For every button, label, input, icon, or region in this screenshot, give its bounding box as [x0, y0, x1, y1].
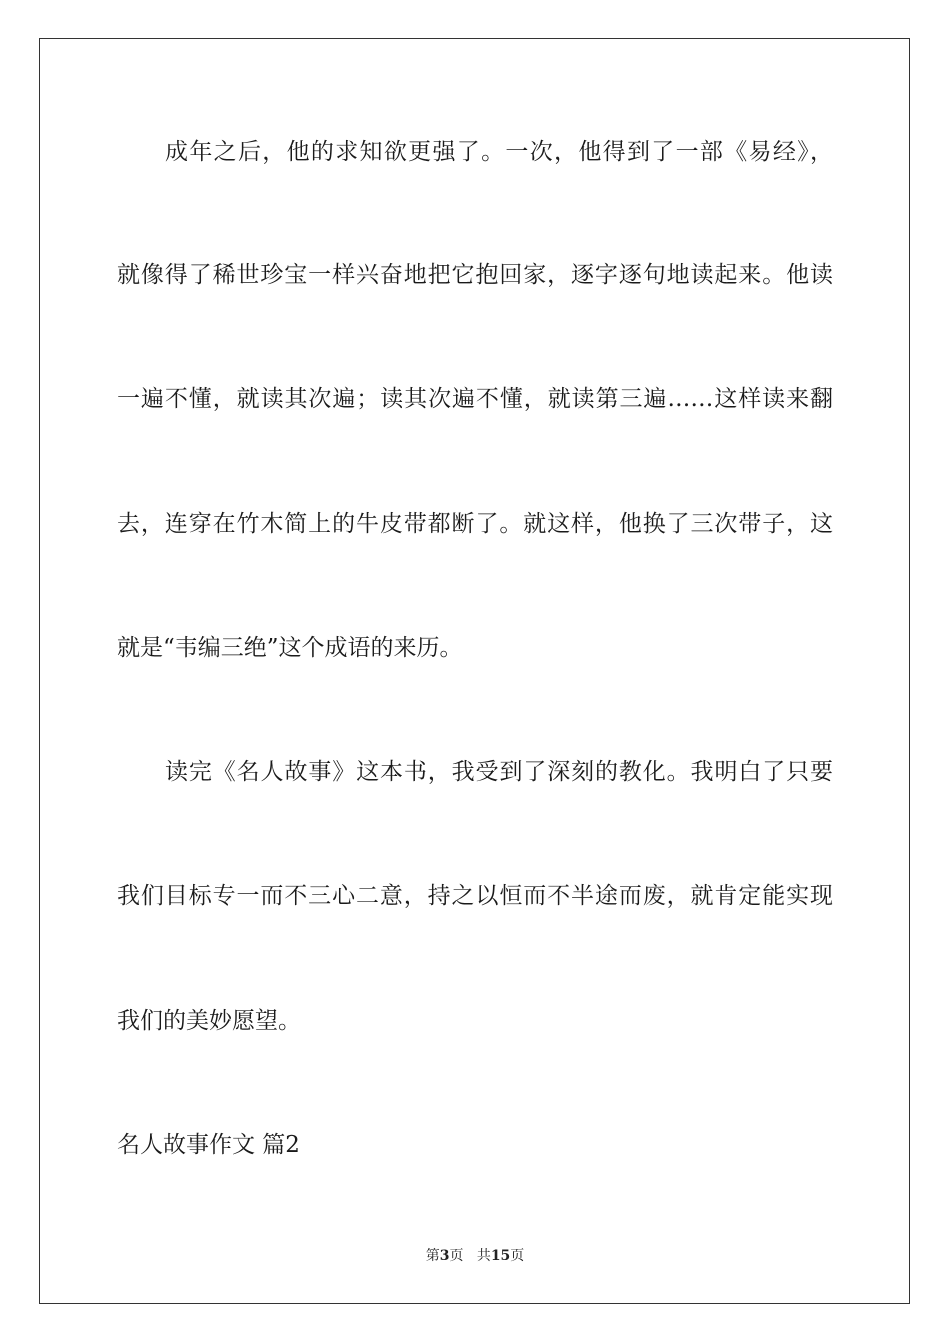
paragraph-1-line-1: 成年之后，他的求知欲更强了。一次，他得到了一部《易经》，: [165, 139, 833, 165]
footer-prefix: 第: [425, 1248, 440, 1264]
section-heading: 名人故事作文 篇2: [117, 1132, 300, 1158]
paragraph-1-line-3: 一遍不懂，就读其次遍；读其次遍不懂，就读第三遍……这样读来翻: [117, 386, 833, 412]
paragraph-1-line-5: 就是“韦编三绝”这个成语的来历。: [117, 635, 463, 661]
page-border: [39, 38, 910, 1304]
current-page-number: 3: [439, 1248, 450, 1264]
paragraph-2-line-3: 我们的美妙愿望。: [117, 1008, 301, 1034]
footer-page-suffix: 页: [449, 1248, 464, 1264]
page-footer: [0, 1246, 950, 1266]
paragraph-2-line-2: 我们目标专一而不三心二意，持之以恒而不半途而废，就肯定能实现: [117, 883, 833, 909]
paragraph-1-line-2: 就像得了稀世珍宝一样兴奋地把它抱回家，逐字逐句地读起来。他读: [117, 262, 833, 288]
total-pages-number: 15: [490, 1248, 511, 1264]
paragraph-1-line-4: 去，连穿在竹木简上的牛皮带都断了。就这样，他换了三次带子，这: [117, 511, 833, 537]
footer-total-prefix: 共: [476, 1248, 491, 1264]
footer-total-suffix: 页: [510, 1248, 525, 1264]
paragraph-2-line-1: 读完《名人故事》这本书，我受到了深刻的教化。我明白了只要: [165, 759, 833, 785]
